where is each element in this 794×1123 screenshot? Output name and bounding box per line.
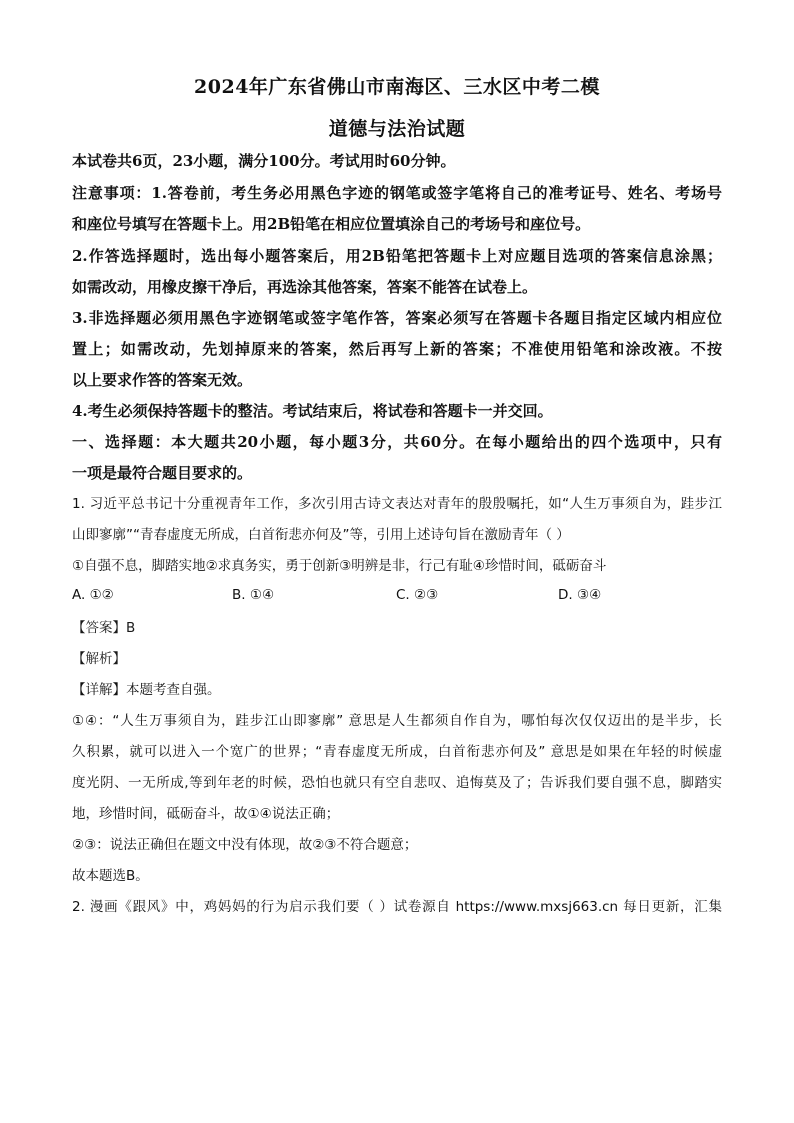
exam-intro: 本试卷共6页，23小题，满分100分。考试用时60分钟。 [72, 152, 456, 170]
notes-line-3a: 3.非选择题必须用黑色字迹钢笔或签字笔作答，答案必须写在答题卡各题目指定区域内相应位 [72, 309, 722, 327]
q1-explanation-1b: 久积累，就可以进入一个宽广的世界；“青春虚度无所成，白首衔悲亦何及” 意思是如果在年轻的时候虚 [72, 744, 722, 760]
notes-line-2b: 如需改动，用橡皮擦干净后，再选涂其他答案，答案不能答在试卷上。 [72, 278, 538, 296]
q2-stem: 2. 漫画《跟风》中，鸡妈妈的行为启示我们要（ ）试卷源自 https://www.mxsj663.cn 每日更新，汇集 [72, 899, 722, 915]
q1-explanation-1c: 度光阴、一无所成,等到年老的时候，恐怕也就只有空自悲叹、追悔莫及了；告诉我们要自强不息，脚踏实 [72, 775, 722, 791]
q1-items: ①自强不息，脚踏实地②求真务实，勇于创新③明辨是非，行己有耻④珍惜时间，砥砺奋斗 [72, 558, 607, 574]
notes-line-4: 4.考生必须保持答题卡的整洁。考试结束后，将试卷和答题卡一并交回。 [72, 402, 553, 420]
q1-analysis-tag: 【解析】 [72, 651, 126, 667]
q1-stem-a: 1. 习近平总书记十分重视青年工作，多次引用古诗文表达对青年的殷殷嘱托，如“人生万事须自为，跬步江 [72, 496, 722, 512]
q1-option-d: D. ③④ [558, 587, 602, 603]
exam-subject-title: 道德与法治试题 [328, 118, 466, 140]
section-heading-b: 一项是最符合题目要求的。 [72, 464, 253, 482]
notes-line-3c: 以上要求作答的答案无效。 [72, 371, 253, 389]
q1-option-c: C. ②③ [396, 587, 439, 603]
section-heading-a: 一、选择题：本大题共20小题，每小题3分，共60分。在每小题给出的四个选项中，只有 [72, 433, 722, 451]
q1-explanation-1a: ①④：“人生万事须自为，跬步江山即寥廓” 意思是人生都须自作自为，哪怕每次仅仅迈出的是半步，长 [72, 713, 722, 729]
exam-title: 2024年广东省佛山市南海区、三水区中考二模 [194, 76, 600, 98]
notes-line-1b: 和座位号填写在答题卡上。用2B铅笔在相应位置填涂自己的考场号和座位号。 [72, 215, 591, 233]
q1-option-b: B. ①④ [232, 587, 275, 603]
notes-line-1a: 注意事项：1.答卷前，考生务必用黑色字迹的钢笔或签字笔将自己的准考证号、姓名、考场号 [72, 184, 722, 202]
q1-answer: 【答案】B [72, 620, 136, 636]
q1-conclusion: 故本题选B。 [72, 868, 149, 884]
notes-line-2a: 2.作答选择题时，选出每小题答案后，用2B铅笔把答题卡上对应题目选项的答案信息涂黑； [72, 247, 722, 265]
q1-detail: 【详解】本题考查自强。 [72, 682, 221, 698]
q1-explanation-2: ②③：说法正确但在题文中没有体现，故②③不符合题意； [72, 837, 418, 853]
q1-explanation-1d: 地，珍惜时间，砥砺奋斗，故①④说法正确； [72, 806, 340, 822]
q1-option-a: A. ①② [72, 587, 114, 603]
q1-stem-b: 山即寥廓”“青春虚度无所成，白首衔悲亦何及”等，引用上述诗句旨在激励青年（ ） [72, 527, 570, 543]
notes-line-3b: 置上；如需改动，先划掉原来的答案，然后再写上新的答案；不准使用铅笔和涂改液。不按 [72, 340, 722, 358]
